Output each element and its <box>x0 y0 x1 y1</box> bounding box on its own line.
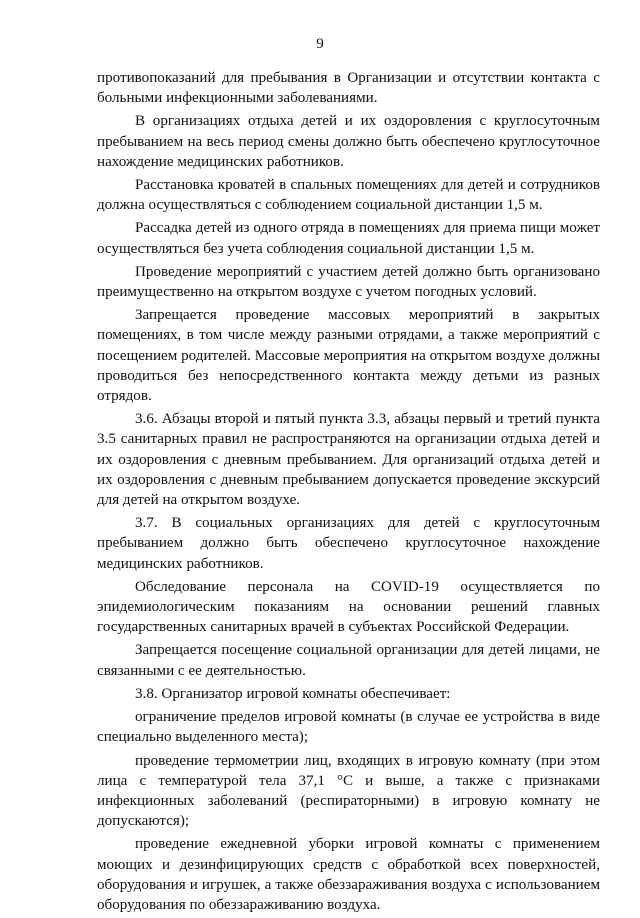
paragraph: Обследование персонала на COVID-19 осуществляется по эпидемиологическим показаниям на основании решений главных государственных санитарных врачей в субъектах Российской Федерации. <box>97 578 600 636</box>
paragraph: Рассадка детей из одного отряда в помещениях для приема пищи может осуществляться без учета соблюдения социальной дистанции 1,5 м. <box>97 220 600 257</box>
paragraph: противопоказаний для пребывания в Организации и отсутствии контакта с больными инфекционными заболеваниями. <box>97 70 600 107</box>
paragraph: Расстановка кроватей в спальных помещениях для детей и сотрудников должна осуществляться с соблюдением социальной дистанции 1,5 м. <box>97 177 600 214</box>
paragraph: В организациях отдыха детей и их оздоровления с круглосуточным пребыванием на весь период смены должно быть обеспечено круглосуточное нахождение медицинских работников. <box>97 113 600 170</box>
paragraph: 3.7. В социальных организациях для детей с круглосуточным пребыванием должно быть обеспечено круглосуточное нахождение медицинских работников. <box>97 515 600 572</box>
paragraph: проведение термометрии лиц, входящих в игровую комнату (при этом лица с температурой тела 37,1 °С и выше, а также с признаками инфекционных заболеваний (респираторными) в игровую комнату не допускаются); <box>97 752 600 830</box>
page-number: 9 <box>316 36 324 52</box>
paragraph: 3.6. Абзацы второй и пятый пункта 3.3, абзацы первый и третий пункта 3.5 санитарных правил не распространяются на организации отдыха детей и их оздоровления с дневным пребыванием. Для организаций отдыха детей и их оздоровления с дневным пребыванием допускается проведение экскурсий для детей на открытом воздухе. <box>97 411 600 509</box>
paragraph: ограничение пределов игровой комнаты (в случае ее устройства в виде специально выделенного места); <box>97 709 600 746</box>
paragraph: проведение ежедневной уборки игровой комнаты с применением моющих и дезинфицирующих средств с обработкой всех поверхностей, оборудования и игрушек, а также обеззараживания воздуха с использованием оборудования по обеззараживанию воздуха. <box>97 836 600 913</box>
paragraph: Запрещается посещение социальной организации для детей лицами, не связанными с ее деятельностью. <box>97 642 600 679</box>
paragraph: Проведение мероприятий с участием детей должно быть организовано преимущественно на открытом воздухе с учетом погодных условий. <box>97 263 600 301</box>
paragraph: 3.8. Организатор игровой комнаты обеспечивает: <box>135 685 451 702</box>
paragraph: Запрещается проведение массовых мероприятий в закрытых помещениях, в том числе между разными отрядами, а также мероприятий с посещением родителей. Массовые мероприятия на открытом воздухе должны проводиться без непосредственного контакта между детьми из разных отрядов. <box>97 307 600 405</box>
document-body <box>97 68 600 918</box>
